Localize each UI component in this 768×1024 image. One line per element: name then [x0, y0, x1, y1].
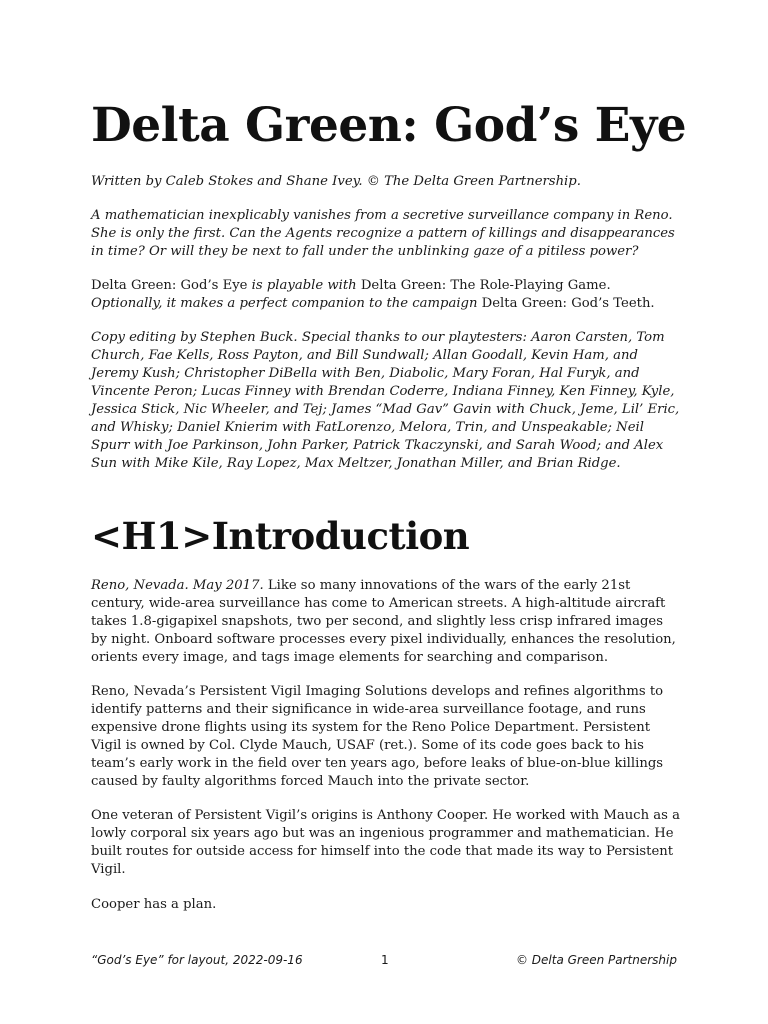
footer-layout-note: “God’s Eye” for layout, 2022-09-16 [91, 953, 303, 967]
playable-title: Delta Green: God’s Eye [91, 278, 248, 293]
playable-text-1: is playable with [247, 278, 361, 293]
footer-page-number: 1 [381, 953, 389, 967]
intro-dateline: Reno, Nevada. May 2017. [91, 578, 264, 593]
intro-paragraph-1 [91, 577, 681, 667]
playable-game-title: Delta Green: The Role-Playing Game. [360, 278, 611, 293]
document-title: Delta Green: God’s Eye [91, 98, 687, 153]
page-footer [91, 953, 677, 969]
intro-paragraph-3: One veteran of Persistent Vigil’s origins is Anthony Cooper. He worked with Mauch as a lowly corporal six years ago but was an ingenious programmer and mathematician. He built routes for outside access for himself into the code that made its way to Persistent Vigil. [91, 808, 680, 877]
intro-paragraph-4: Cooper has a plan. [91, 897, 217, 912]
blurb-paragraph: A mathematician inexplicably vanishes from a secretive surveillance company in Reno. She is only the first. Can the Agents recognize a pattern of killings and disappearances in time? Or will they be next to fall under the unblinking gaze of a pitiless power? [91, 208, 675, 259]
credits-line: Written by Caleb Stokes and Shane Ivey. © The Delta Green Partnership. [91, 174, 581, 189]
playable-text-2: Optionally, it makes a perfect companion to the campaign [91, 296, 482, 311]
intro-paragraph-2: Reno, Nevada’s Persistent Vigil Imaging Solutions develops and refines algorithms to identify patterns and their significance in wide-area surveillance footage, and runs expensive drone flights using its system for the Reno Police Department. Persistent Vigil is owned by Col. Clyde Mauch, USAF (ret.). Some of its code goes back to his team’s early work in the field over ten years ago, before leaks of blue-on-blue killings caused by faulty algorithms forced Mauch into the private sector. [91, 684, 664, 789]
section-heading-introduction: <H1>Introduction [91, 514, 470, 558]
footer-copyright: © Delta Green Partnership [515, 953, 677, 967]
playable-paragraph [91, 277, 681, 313]
intro-paragraph-1-text: Like so many innovations of the wars of the early 21st century, wide-area surveillance has come to American streets. A high-altitude aircraft takes 1.8-gigapixel snapshots, two per second, and slightly less crisp infrared images by night. Onboard software processes every pixel individually, enhances the resolution, orients every image, and tags image elements for searching and comparison. [91, 578, 676, 665]
thanks-paragraph: Copy editing by Stephen Buck. Special thanks to our playtesters: Aaron Carsten, Tom Church, Fae Kells, Ross Payton, and Bill Sundwall; Allan Goodall, Kevin Ham, and Jeremy Kush; Christopher DiBella with Ben, Diabolic, Mary Foran, Hal Furyk, and Vincente Peron; Lucas Finney with Brendan Coderre, Indiana Finney, Ken Finney, Kyle, Jessica Stick, Nic Wheeler, and Tej; James “Mad Gav” Gavin with Chuck, Jeme, Lil’ Eric, and Whisky; Daniel Knierim with FatLorenzo, Melora, Trin, and Unspeakable; Neil Spurr with Joe Parkinson, John Parker, Patrick Tkaczynski, and Sarah Wood; and Alex Sun with Mike Kile, Ray Lopez, Max Meltzer, Jonathan Miller, and Brian Ridge. [91, 330, 680, 471]
playable-campaign-title: Delta Green: God’s Teeth. [481, 296, 655, 311]
